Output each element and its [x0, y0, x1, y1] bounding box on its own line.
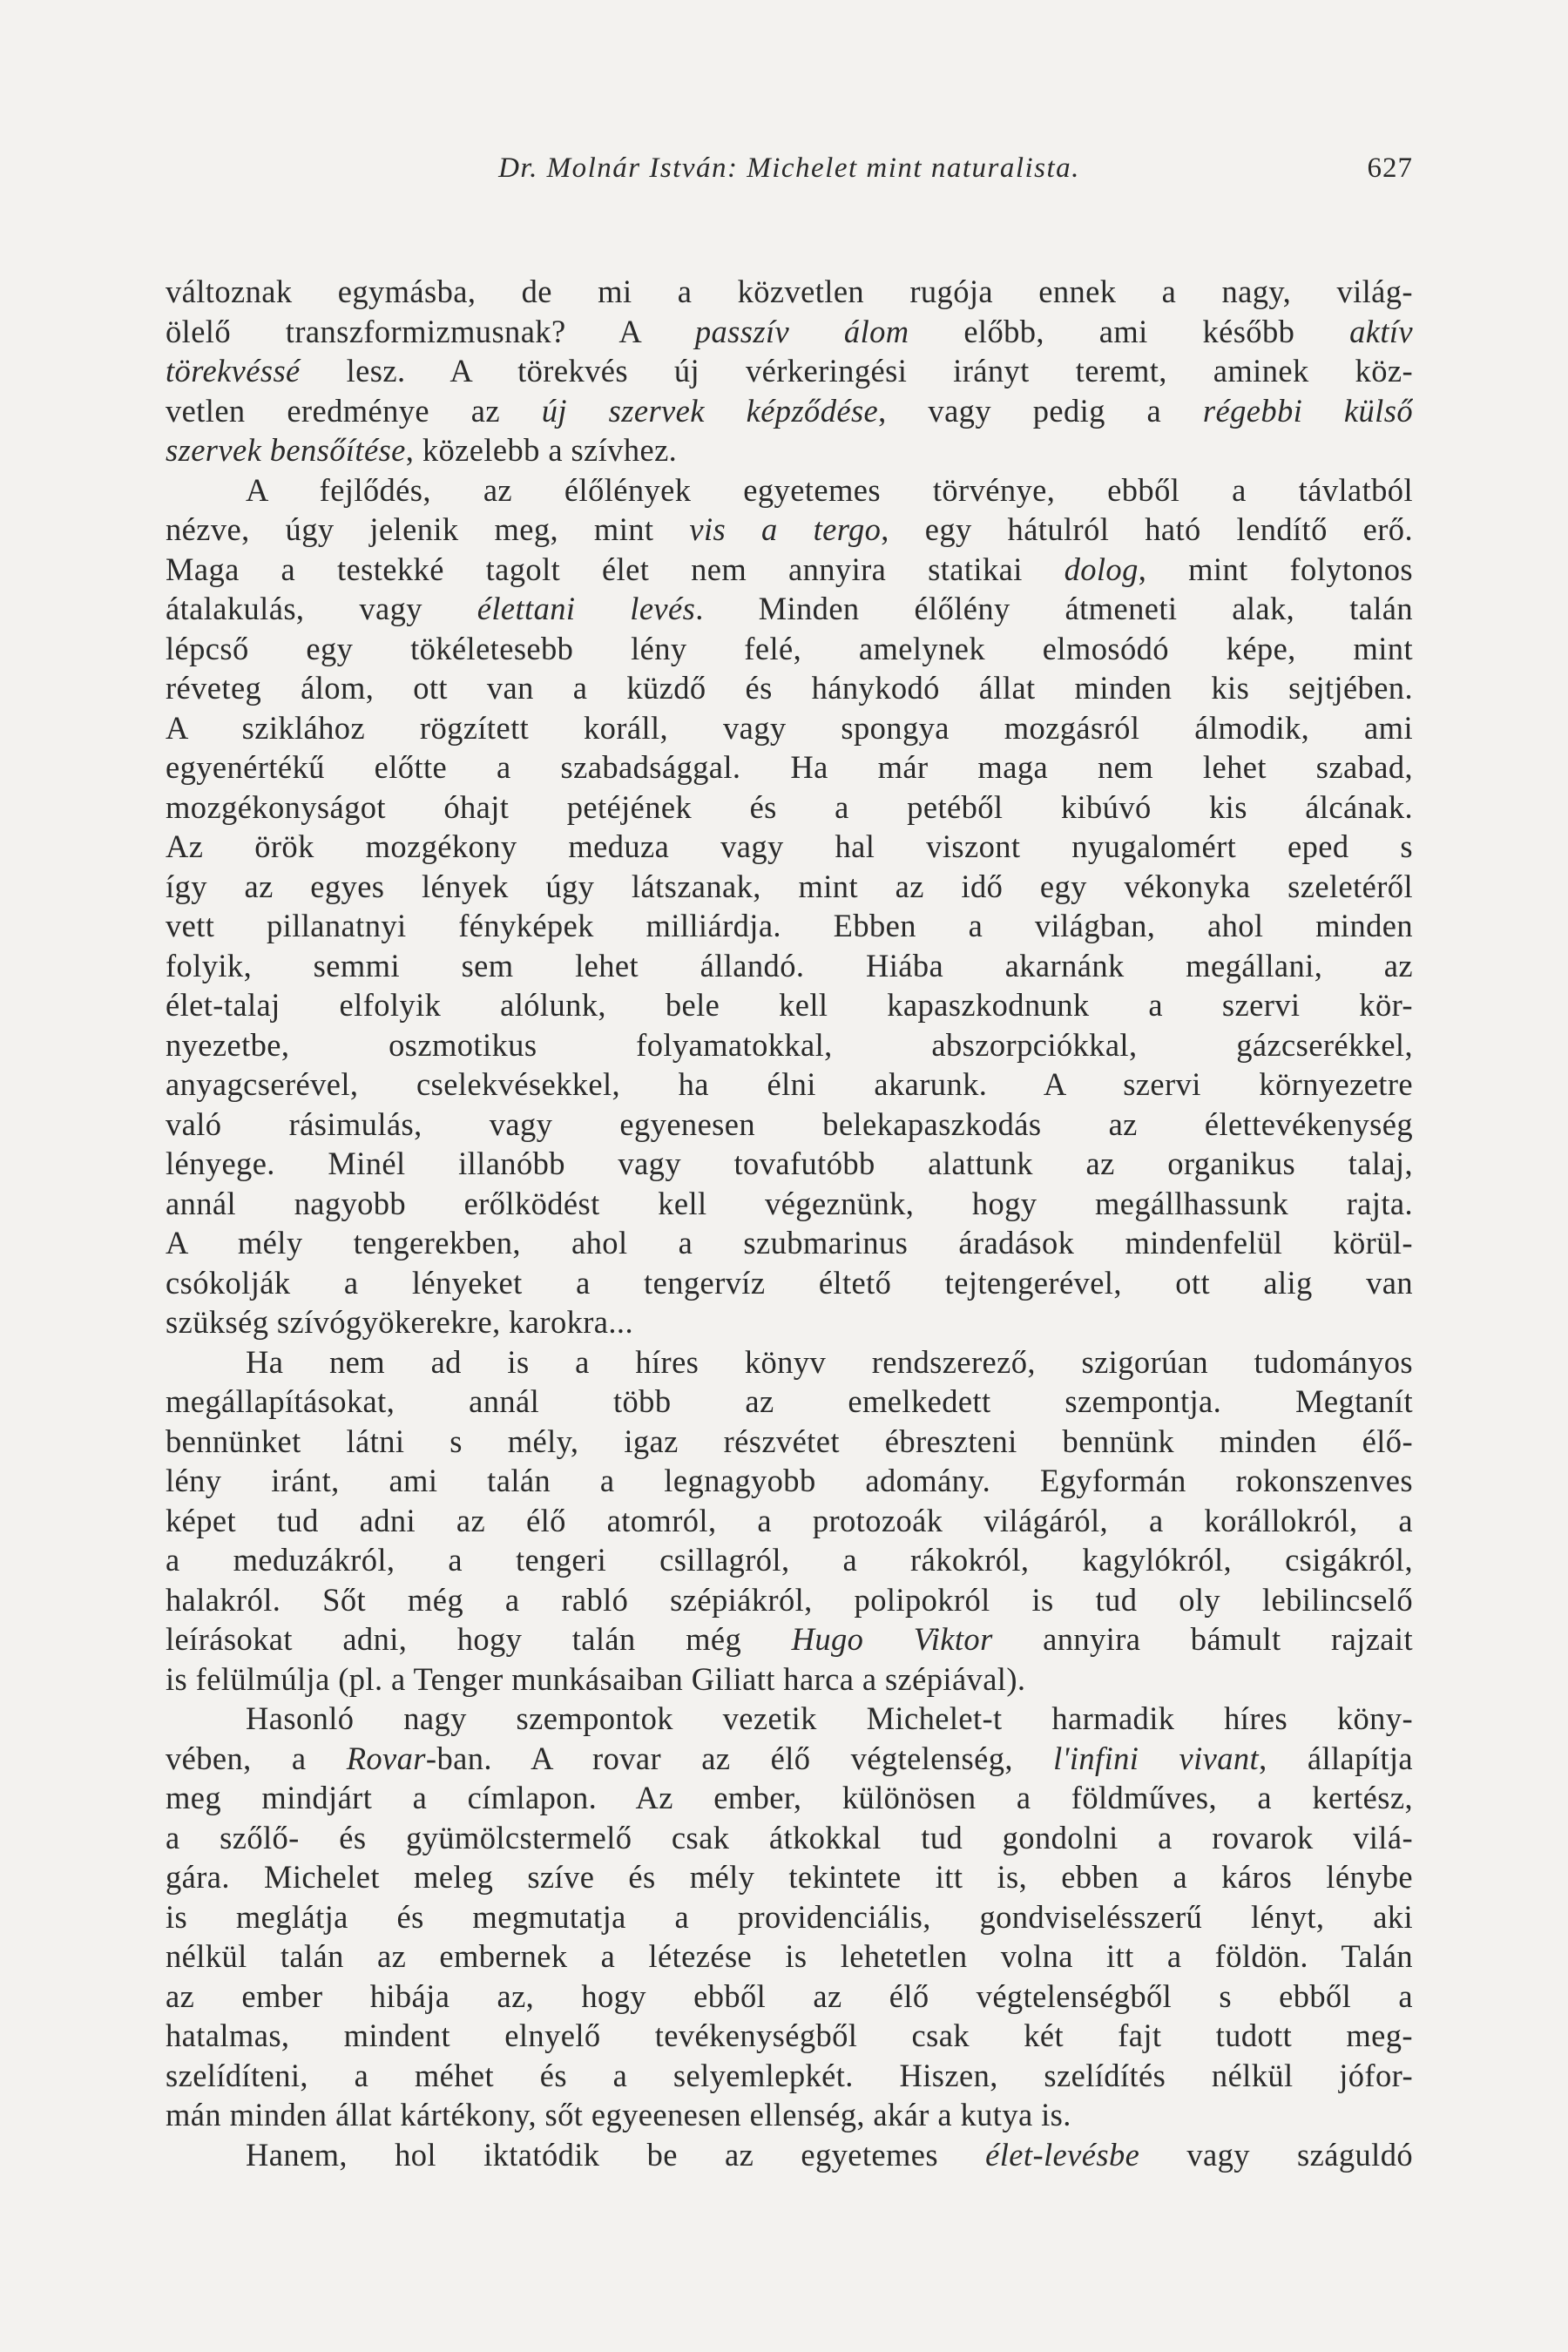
text-line [166, 787, 1413, 828]
text-segment: A fejlődés, az élőlények egyetemes törvénye, ebből a távlatból [246, 471, 1413, 508]
text-line [166, 906, 1413, 946]
text-line [166, 1263, 1413, 1303]
text-segment: vében, a [166, 1740, 347, 1776]
text-segment: A sziklához rögzített koráll, vagy spongya mozgásról álmodik, ami [166, 709, 1413, 746]
text-segment: folyik, semmi sem lehet állandó. Hiába akarnánk megállani, az [166, 947, 1413, 983]
text-segment: lesz. A törekvés új vérkeringési irányt teremt, aminek köz- [300, 353, 1413, 389]
text-segment: anyagcserével, cselekvésekkel, ha élni akarunk. A szervi környezetre [166, 1066, 1413, 1102]
text-segment: annyira bámult rajzait [992, 1621, 1413, 1657]
text-segment: való rásimulás, vagy egyenesen belekapaszkodás az élettevékenység [166, 1105, 1413, 1142]
italic-text: vis a tergo [689, 511, 882, 547]
text-segment: lépcső egy tökéletesebb lény felé, amelynek elmosódó képe, mint [166, 630, 1413, 666]
running-title: Dr. Molnár István: Michelet mint naturalista. [498, 152, 1080, 184]
text-line [166, 867, 1413, 907]
text-segment: előbb, ami később [909, 313, 1350, 349]
text-segment: a meduzákról, a tengeri csillagról, a rákokról, kagylókról, csigákról, [166, 1542, 1413, 1578]
text-segment: lényege. Minél illanóbb vagy tovafutóbb alattunk az organikus talaj, [166, 1146, 1413, 1181]
text-line [166, 1778, 1413, 1818]
text-line [166, 1342, 1413, 1382]
text-line [166, 550, 1413, 590]
text-segment: Hasonló nagy szempontok vezetik Michelet-t harmadik híres köny- [246, 1700, 1413, 1736]
text-line [166, 1739, 1413, 1779]
text-segment: vett pillanatnyi fényképek milliárdja. Ebben a világban, ahol minden [166, 908, 1413, 943]
text-line [166, 1105, 1413, 1145]
text-line [166, 1382, 1413, 1422]
text-line [166, 1422, 1413, 1462]
text-line [166, 985, 1413, 1025]
italic-text: élettani levés [476, 591, 696, 626]
text-line [166, 2095, 1413, 2135]
text-segment: csókolják a lényeket a tengervíz éltető tejtengerével, ott alig van [166, 1264, 1413, 1301]
text-segment: képet tud adni az élő atomról, a protozoák világáról, a korállokról, a [166, 1502, 1413, 1538]
text-segment: bennünket látni s mély, igaz részvétet ébreszteni bennünk minden élő- [166, 1423, 1413, 1459]
running-head [166, 146, 1413, 190]
text-segment: meg mindjárt a címlapon. Az ember, különösen a földműves, a kertész, [166, 1780, 1413, 1815]
text-line [166, 1501, 1413, 1541]
text-segment: vagy száguldó [1139, 2136, 1413, 2173]
text-segment: így az egyes lények úgy látszanak, mint az idő egy vékonyka szeletéről [166, 868, 1413, 904]
italic-text: törekvéssé [166, 353, 301, 389]
text-line [166, 668, 1413, 708]
text-segment: vetlen eredménye az [166, 392, 542, 429]
italic-text: aktív [1349, 313, 1413, 349]
text-segment: . Minden élőlény átmeneti alak, talán [695, 591, 1413, 626]
text-segment: , egy hátulról ható lendítő erő. [881, 511, 1413, 547]
text-segment: nyezetbe, oszmotikus folyamatokkal, abszorpciókkal, gázcserékkel, [166, 1026, 1413, 1063]
text-line [166, 708, 1413, 748]
italic-text: élet-levésbe [985, 2136, 1140, 2173]
text-line [166, 1461, 1413, 1501]
text-line [166, 1897, 1413, 1937]
text-line [166, 391, 1413, 431]
italic-text: dolog [1064, 551, 1139, 587]
body-text [166, 272, 1413, 2174]
text-segment: Ha nem ad is a híres könyv rendszerező, szigorúan tudományos [246, 1343, 1413, 1380]
page-number: 627 [1367, 152, 1413, 184]
italic-text: szervek bensőítése [166, 432, 406, 468]
text-segment: lény iránt, ami talán a legnagyobb adomány. Egyformán rokonszenves [166, 1463, 1413, 1498]
text-segment: Hanem, hol iktatódik be az egyetemes [246, 2136, 986, 2173]
text-line [166, 1580, 1413, 1620]
text-line [166, 1699, 1413, 1739]
text-segment: megállapításokat, annál több az emelkedett szempontja. Megtanít [166, 1383, 1413, 1419]
text-line [166, 470, 1413, 510]
text-segment: hatalmas, mindent elnyelő tevékenységből csak két fajt tudott meg- [166, 2017, 1413, 2053]
text-line [166, 2135, 1413, 2175]
text-segment: , közelebb a szívhez. [405, 432, 678, 468]
italic-text: régebbi külső [1202, 392, 1413, 429]
text-segment: az ember hibája az, hogy ebből az élő végtelenségből s ebből a [166, 1977, 1413, 2014]
text-line [166, 1659, 1413, 1700]
text-line [166, 946, 1413, 986]
text-segment: élet-talaj elfolyik alólunk, bele kell kapaszkodnunk a szervi kör- [166, 987, 1413, 1023]
text-line [166, 2016, 1413, 2056]
text-line [166, 1223, 1413, 1263]
text-line [166, 1857, 1413, 1897]
text-line [166, 2056, 1413, 2096]
text-segment: halakról. Sőt még a rabló szépiákról, polipokról is tud oly lebilincselő [166, 1581, 1413, 1618]
text-line [166, 629, 1413, 669]
italic-text: l'infini vivant [1053, 1740, 1260, 1776]
text-segment: , vagy pedig a [878, 392, 1203, 429]
text-line [166, 272, 1413, 312]
text-line [166, 589, 1413, 629]
text-line [166, 747, 1413, 787]
text-segment: nézve, úgy jelenik meg, mint [166, 511, 690, 547]
text-line [166, 510, 1413, 550]
text-segment: a szőlő- és gyümölcstermelő csak átkokkal tud gondolni a rovarok vilá- [166, 1819, 1413, 1855]
text-line [166, 1818, 1413, 1858]
text-line [166, 430, 1413, 470]
italic-text: Rovar [346, 1740, 426, 1776]
text-segment: A mély tengerekben, ahol a szubmarinus áradások mindenfelül körül- [166, 1225, 1413, 1260]
italic-text: új szervek képződése [541, 392, 879, 429]
text-line [166, 827, 1413, 867]
text-line [166, 1936, 1413, 1977]
text-segment: annál nagyobb erőlködést kell végeznünk, hogy megállhassunk rajta. [166, 1185, 1413, 1221]
text-line [166, 1144, 1413, 1184]
text-line [166, 1619, 1413, 1659]
text-segment: mozgékonyságot óhajt petéjének és a petéből kibúvó kis álcának. [166, 788, 1413, 825]
text-line [166, 351, 1413, 391]
text-line [166, 1064, 1413, 1105]
text-segment: leírásokat adni, hogy talán még [166, 1621, 792, 1657]
text-segment: is felülmúlja (pl. a Tenger munkásaiban Giliatt harca a szépiával). [166, 1660, 1026, 1697]
text-line [166, 1184, 1413, 1224]
text-line [166, 1540, 1413, 1580]
text-line [166, 1302, 1413, 1342]
text-segment: , állapítja [1259, 1740, 1413, 1776]
text-segment: Az örök mozgékony meduza vagy hal viszont nyugalomért eped s [166, 828, 1413, 864]
italic-text: Hugo Viktor [791, 1621, 993, 1657]
text-segment: nélkül talán az embernek a létezése is lehetetlen volna itt a földön. Talán [166, 1938, 1413, 1974]
text-segment: egyenértékű előtte a szabadsággal. Ha már maga nem lehet szabad, [166, 749, 1413, 785]
text-segment: átalakulás, vagy [166, 591, 477, 626]
text-segment: ölelő transzformizmusnak? A [166, 313, 695, 349]
text-line [166, 1977, 1413, 2017]
text-segment: -ban. A rovar az élő végtelenség, [425, 1740, 1054, 1776]
text-segment: szükség szívógyökerekre, karokra... [166, 1304, 633, 1340]
text-line [166, 312, 1413, 352]
text-segment: szelídíteni, a méhet és a selyemlepkét. Hiszen, szelídítés nélkül jófor- [166, 2057, 1413, 2093]
text-line [166, 1025, 1413, 1065]
text-segment: Maga a testekké tagolt élet nem annyira statikai [166, 551, 1064, 587]
text-segment: is meglátja és megmutatja a providenciális, gondviselésszerű lényt, aki [166, 1898, 1413, 1935]
text-segment: réveteg álom, ott van a küzdő és hánykodó állat minden kis sejtjében. [166, 670, 1413, 706]
italic-text: passzív álom [694, 313, 909, 349]
text-segment: mán minden állat kártékony, sőt egyeenesen ellenség, akár a kutya is. [166, 2097, 1071, 2132]
text-segment: , mint folytonos [1138, 551, 1413, 587]
text-segment: gára. Michelet meleg szíve és mély tekintete itt is, ebben a káros lénybe [166, 1859, 1413, 1895]
text-segment: változnak egymásba, de mi a közvetlen rugója ennek a nagy, világ- [166, 274, 1413, 309]
